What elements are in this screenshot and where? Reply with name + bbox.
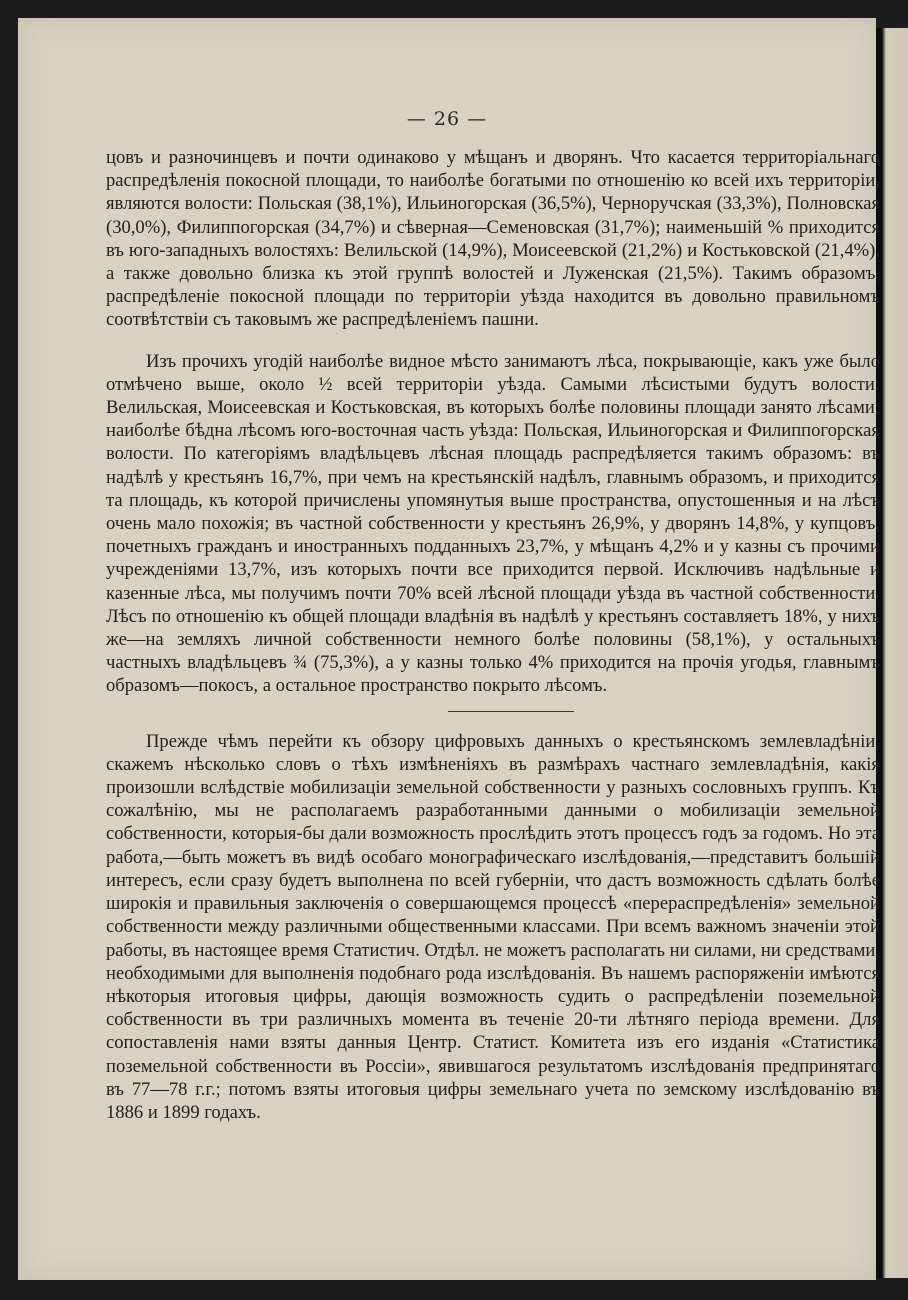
- paragraph-forests: Изъ прочихъ угодій наиболѣе видное мѣсто занимаютъ лѣса, покрывающіе, какъ уже было отмѣчено выше, около ½ всей территоріи уѣзда. Самыми лѣсистыми будутъ волости: Велильская, Моисеевская и Костьковская, въ которыхъ болѣе половины площади занято лѣсами; наиболѣе бѣдна лѣсомъ юго-восточная часть уѣзда: Польская, Ильиногорская и Филиппогорская волости. По категоріямъ владѣльцевъ лѣсная площадь распредѣляется такимъ образомъ: въ надѣлѣ у крестьянъ 16,7%, при чемъ на крестьянскій надѣлъ, главнымъ образомъ, и приходится та площадь, къ которой причислены упомянутыя выше пространства, опустошенныя и на лѣсъ очень мало похожія; въ частной собственности у крестьянъ 26,9%, у дворянъ 14,8%, у купцовъ, почетныхъ гражданъ и иностранныхъ подданныхъ 23,7%, у мѣщанъ 4,2% и у казны съ прочими учрежденіями 13,7%, изъ которыхъ почти все приходится первой. Исключивъ надѣльные и казенные лѣса, мы получимъ почти 70% всей лѣсной площади уѣзда въ частной собственности. Лѣсъ по отношенію къ общей площади владѣнія въ надѣлѣ у крестьянъ составляетъ 18%, у нихъ же—на земляхъ личной собственности немного болѣе половины (58,1%), у остальныхъ частныхъ владѣльцевъ ¾ (75,3%), а у казны только 4% приходится на прочія угодья, главнымъ образомъ—покосъ, а остальное пространство покрыто лѣсомъ.: [106, 350, 880, 697]
- page-number: — 26 —: [406, 108, 488, 130]
- paragraph-land-mobilization: Прежде чѣмъ перейти къ обзору цифровыхъ данныхъ о крестьянскомъ землевладѣніи, скажемъ нѣсколько словъ о тѣхъ измѣненіяхъ въ размѣрахъ частнаго землевладѣнія, какія произошли вслѣдствіе мобилизаціи земельной собственности у разныхъ сословныхъ группъ. Къ сожалѣнію, мы не располагаемъ разработанными данными о мобилизаціи земельной собственности, которыя-бы дали возможность прослѣдить этотъ процессъ годъ за годомъ. Но эта работа,—быть можетъ въ видѣ особаго монографическаго изслѣдованія,—представитъ большій интересъ, если сразу будетъ выполнена по всей губерніи, что дастъ возможность сдѣлать болѣе широкія и правильныя заключенія о совершающемся процессѣ «перераспредѣленія» земельной собственности между различными общественными классами. При всемъ важномъ значеніи этой работы, въ настоящее время Статистич. Отдѣл. не можетъ располагать ни силами, ни средствами, необходимыми для выполненія подобнаго рода изслѣдованія. Въ нашемъ распоряженіи имѣются нѣкоторыя итоговыя цифры, дающія возможность судить о распредѣленіи поземельной собственности въ три различныхъ момента въ теченіе 20-ти лѣтняго періода времени. Для сопоставленія нами взяты данныя Центр. Статист. Комитета изъ его изданія «Статистика поземельной собственности въ Россіи», явившагося результатомъ изслѣдованія предпринятаго въ 77—78 г.г.; потомъ взяты итоговыя цифры земельнаго учета по земскому изслѣдованію въ 1886 и 1899 годахъ.: [106, 730, 881, 1123]
- paragraph-meadows: цовъ и разночинцевъ и почти одинаково у мѣщанъ и дворянъ. Что касается территоріальнаго распредѣленія покосной площади, то наиболѣе богатыми по отношенію ко всей ихъ территоріи, являются волости: Польская (38,1%), Ильиногорская (36,5%), Черноручская (33,3%), Полновская (30,0%), Филиппогорская (34,7%) и сѣверная—Семеновская (31,7%); наименьшій % приходится въ юго-западныхъ волостяхъ: Велильской (14,9%), Моисеевской (21,2%) и Костьковской (21,4%), а также довольно близка къ этой группѣ волостей и Луженская (21,5%). Такимъ образомъ, распредѣленіе покосной площади по территоріи уѣзда находится въ довольно правильномъ соотвѣтствіи съ таковымъ же распредѣленіемъ пашни.: [106, 147, 880, 331]
- body-text: [106, 146, 880, 1124]
- adjacent-page-edge: [876, 28, 908, 1278]
- section-divider: [448, 711, 574, 712]
- document-page: [18, 18, 881, 1280]
